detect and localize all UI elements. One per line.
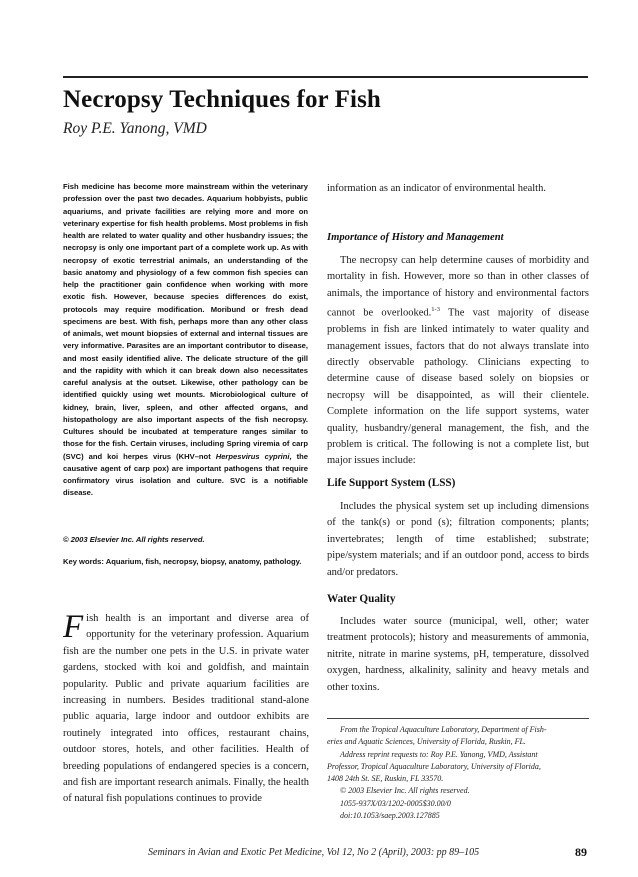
lss-paragraph: Includes the physical system set up including dimensions of the tank(s) or pond (s); filtration components; plants; invertebrates; length of time established; substrate; pipe/system materials; and if an outdoor pond, access to birds and/or predators. (327, 501, 589, 578)
abstract-text-end: , the causative agent of carp pox) are important pathogens that require confirmatory virus isolation and culture. SVC is a notifiable disease. (63, 451, 309, 498)
footnote-line: From the Tropical Aquaculture Laboratory, Department of Fish- (340, 725, 547, 734)
abstract-copyright: © 2003 Elsevier Inc. All rights reserved. (63, 535, 205, 544)
footnote-line: 1408 24th St. SE, Ruskin, FL 33570. (327, 774, 444, 784)
section-heading-lss: Life Support System (LSS) (327, 477, 456, 489)
footnote-line: eries and Aquatic Sciences, University of Florida, Ruskin, FL. (327, 737, 526, 747)
water-paragraph: Includes water source (municipal, well, other; water treatment protocols); history and measurements of ammonia, nitrite, nitrate in marine systems, pH, temperature, dissolved oxygen, hardness, alkalinity, salinity and heavy metals and other toxins. (327, 616, 589, 693)
continuation-paragraph: information as an indicator of environmental health. (327, 183, 546, 194)
section-heading-history: Importance of History and Management (327, 232, 504, 243)
footnote-line: doi:10.1053/saep.2003.127885 (340, 811, 440, 821)
article-title: Necropsy Techniques for Fish (63, 86, 381, 113)
keywords: Key words: Aquarium, fish, necropsy, biopsy, anatomy, pathology. (63, 557, 302, 566)
top-rule (63, 76, 588, 78)
citation-sup: 1-3 (431, 306, 440, 314)
page-number: 89 (575, 845, 587, 859)
abstract-species: Herpesvirus cyprini (215, 451, 290, 461)
intro-text: ish health is an important and diverse area of opportunity for the veterinary profession. Aquarium fish are the number one pets in the U.S. in private water gardens, stocked with koi and goldfish, and maintain popularity. Public and private aquarium facilities are increasing in numbers. Besides traditional stand-alone public aquaria, large indoor and outdoor exhibits are routinely integrated into offices, restaurant chains, outdoor stores, hotels, and other facilities. Health of breeding populations of endangered species is a concern, and fish are important research animals. Finally, the health of natural fish populations continues to provide (63, 613, 309, 805)
footnote-line: 1055-937X/03/1202-0005$30.00/0 (340, 798, 451, 808)
drop-cap: F (63, 609, 84, 645)
abstract (63, 181, 308, 500)
footnote-line: Professor, Tropical Aquaculture Laboratory, University of Florida, (327, 761, 541, 771)
author-line: Roy P.E. Yanong, VMD (63, 120, 207, 137)
footnote-line: © 2003 Elsevier Inc. All rights reserved. (340, 786, 470, 796)
running-footer: Seminars in Avian and Exotic Pet Medicine, Vol 12, No 2 (April), 2003: pp 89–105 (148, 847, 480, 858)
abstract-text: Fish medicine has become more mainstream within the veterinary profession over the past two decades. Aquarium hobbyists, public aquariums, and private facilities are relying more and more on veterinary expertise for fish health problems. Most problems in fish health are related to water quality and other husbandry issues; the necropsy is only one important part of a complete work up. As with necropsy of exotic terrestrial animals, an understanding of the basic anatomy and physiology of a few common fish species can help the practitioner gain confidence when working with more exotic fish. However, because species differences do exist, protocols may require modification. Moribund or fresh dead specimens are best. With fish, perhaps more than any other class of animals, wet mount biopsies of external and internal tissues are very informative. Parasites are an important contributor to disease, and most easily identified alive. The delicate structure of the gill and the rapidity with which it can break down also necessitates careful analysis at the outset. Likewise, other pathology can be identified quickly using wet mounts. Microbiological culture of kidney, brain, liver, spleen, and other affected organs, and histopathology are also important aspects of the fish necropsy. Cultures should be incubated at temperature ranges similar to those for the fish. Certain viruses, including Spring viremia of carp (SVC) and koi herpes virus (KHV–not (63, 182, 308, 461)
history-paragraph (327, 253, 589, 470)
affiliation-footnote (327, 724, 589, 822)
section-heading-water: Water Quality (327, 593, 396, 605)
footnote-line: Address reprint requests to: Roy P.E. Yanong, VMD, Assistant (340, 749, 538, 759)
history-text-a: The necropsy can help determine causes of morbidity and mortality in fish. However, more so than in other classes of animals, the importance of history and environmental factors cannot be overlooked. (327, 255, 589, 319)
intro-paragraph (63, 611, 309, 808)
footnote-rule (327, 718, 589, 719)
history-text-b: The vast majority of disease problems in fish are linked intimately to water quality and management issues, factors that do not always translate into directly observable pathology. Clinicians expecting to determine cause of disease based solely on biopsies or necropsy will be disappointed, as will their clientele. Complete information on the life support systems, water quality, husbandry/general management, the fish, and the problem is critical. The following is not a complete list, but major issues include: (327, 307, 589, 467)
